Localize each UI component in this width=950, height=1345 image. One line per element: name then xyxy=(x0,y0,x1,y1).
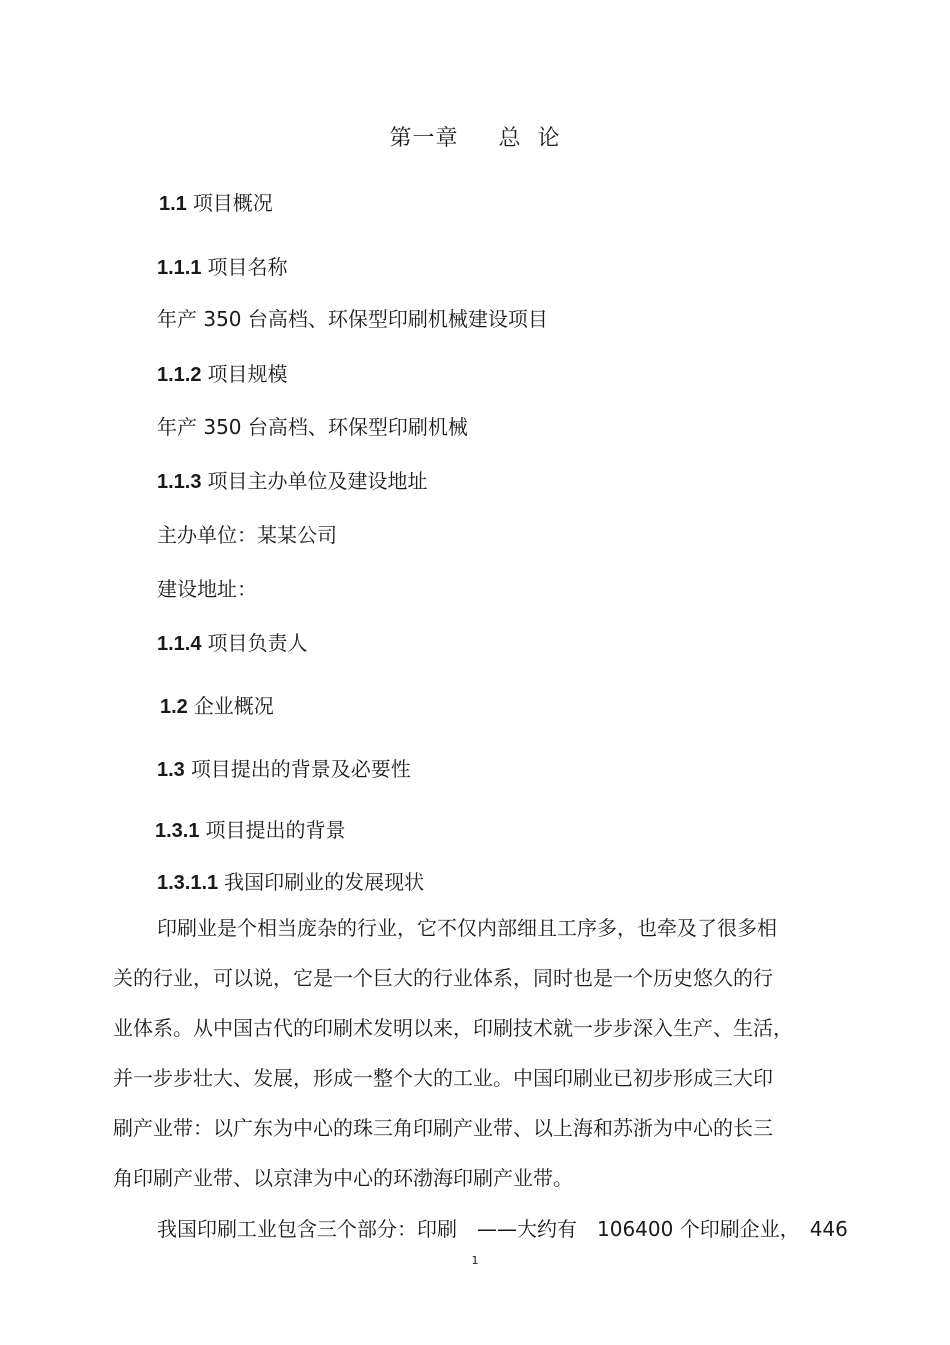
heading-1-3: 1.3 项目提出的背景及必要性 xyxy=(157,757,411,781)
page-number: 1 xyxy=(471,1254,479,1267)
sponsor-text: 主办单位：某某公司 xyxy=(157,523,337,547)
paragraph-line-5: 刷产业带：以广东为中心的珠三角印刷产业带、以上海和苏浙为中心的长三 xyxy=(113,1116,773,1140)
heading-1-1-3: 1.1.3 项目主办单位及建设地址 xyxy=(157,469,428,493)
heading-1-1-1: 1.1.1 项目名称 xyxy=(157,255,288,279)
heading-1-1-4: 1.1.4 项目负责人 xyxy=(157,631,308,655)
heading-1-1: 1.1 项目概况 xyxy=(159,191,273,215)
paragraph-line-3: 业体系。从中国古代的印刷术发明以来，印刷技术就一步步深入生产、生活， xyxy=(113,1016,793,1040)
paragraph-line-2: 关的行业，可以说，它是一个巨大的行业体系，同时也是一个历史悠久的行 xyxy=(113,966,773,990)
project-scale-text: 年产 350 台高档、环保型印刷机械 xyxy=(157,415,468,439)
heading-1-1-2: 1.1.2 项目规模 xyxy=(157,362,288,386)
project-name-text: 年产 350 台高档、环保型印刷机械建设项目 xyxy=(157,307,548,331)
paragraph-line-1: 印刷业是个相当庞杂的行业，它不仅内部细且工序多，也牵及了很多相 xyxy=(157,916,777,940)
chapter-title xyxy=(0,124,950,154)
paragraph-2-line-1: 我国印刷工业包含三个部分：印刷 ——大约有 106400 个印刷企业， 446 xyxy=(157,1217,848,1241)
chapter-name: 总 论 xyxy=(498,126,561,151)
heading-1-3-1: 1.3.1 项目提出的背景 xyxy=(155,818,346,842)
paragraph-line-6: 角印刷产业带、以京津为中心的环渤海印刷产业带。 xyxy=(113,1166,573,1190)
heading-1-2: 1.2 企业概况 xyxy=(160,694,274,718)
heading-1-3-1-1: 1.3.1.1 我国印刷业的发展现状 xyxy=(157,870,425,894)
address-text: 建设地址： xyxy=(157,577,257,601)
paragraph-line-4: 并一步步壮大、发展，形成一整个大的工业。中国印刷业已初步形成三大印 xyxy=(113,1066,773,1090)
chapter-number: 第一章 xyxy=(389,126,459,151)
